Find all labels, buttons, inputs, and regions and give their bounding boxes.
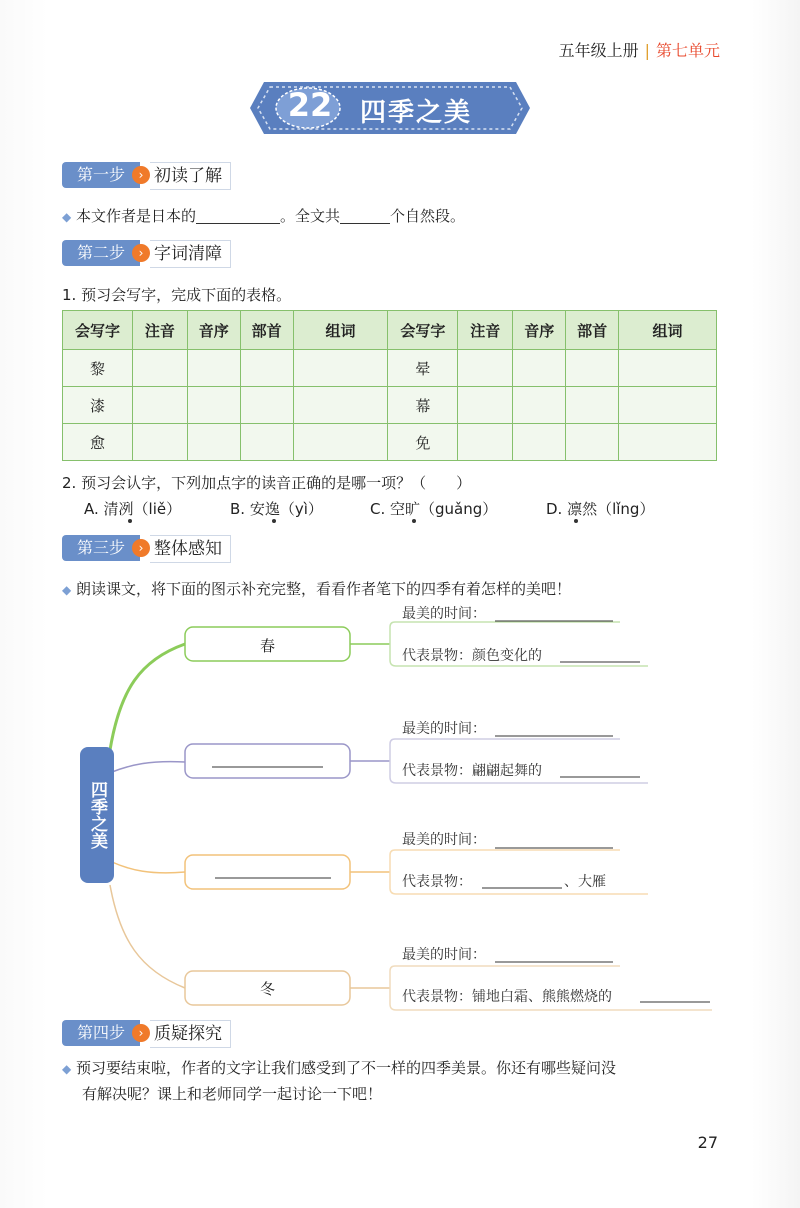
autumn-name-blank[interactable] [215,861,331,881]
summer-scene-blank[interactable] [560,760,640,778]
step4-tag: 第四步 [62,1020,140,1046]
table-cell-blank[interactable] [240,424,293,461]
table-row [63,350,717,387]
table-cell-character: 晕 [388,350,458,387]
step3-instruction [62,578,571,599]
table-row [63,424,717,461]
option-a[interactable]: A. 清冽（liě） [84,500,182,518]
table-cell-blank[interactable] [187,350,240,387]
step1-name: 初读了解 [150,162,231,190]
step2-q1: 1. 预习会写字，完成下面的表格。 [62,286,292,304]
option-b[interactable]: B. 安逸（yì） [230,500,323,518]
autumn-scene-suffix: 、大雁 [564,874,606,890]
page-header [559,38,720,61]
table-header: 部首 [240,311,293,350]
table-cell-blank[interactable] [566,350,619,387]
table-header: 注音 [458,311,513,350]
table-cell-blank[interactable] [513,387,566,424]
table-cell-blank[interactable] [132,424,187,461]
step3-name: 整体感知 [150,535,231,563]
author-prompt: 本文作者是日本的 [76,207,197,225]
table-header: 会写字 [63,311,133,350]
table-header: 音序 [187,311,240,350]
winter-branch [110,885,185,988]
lesson-title: 四季之美 [360,98,473,128]
emphasis-dot-icon [412,519,416,523]
step3-heading [62,535,252,561]
chevron-right-icon: › [132,244,150,262]
table-cell-blank[interactable] [619,350,717,387]
autumn-scene-blank[interactable] [482,871,562,889]
table-cell-blank[interactable] [240,350,293,387]
character-table [62,310,717,461]
header-separator: | [644,41,650,60]
instruction-text: 朗读课文，将下面的图示补充完整，看看作者笔下的四季有着怎样的美吧！ [76,580,572,598]
autumn-scene: 代表景物： [402,874,472,890]
diamond-bullet-icon: ◆ [62,583,72,597]
chevron-right-icon: › [132,539,150,557]
table-cell-blank[interactable] [187,424,240,461]
step2-tag: 第二步 [62,240,140,266]
table-header: 组词 [293,311,388,350]
table-cell-blank[interactable] [619,424,717,461]
step4-text1: 预习要结束啦，作者的文字让我们感受到了不一样的四季美景。你还有哪些疑问没 [76,1059,617,1077]
option-c[interactable]: C. 空旷（guǎng） [370,500,498,518]
summer-best-time-blank[interactable] [495,719,613,737]
table-header: 组词 [619,311,717,350]
table-cell-character: 幕 [388,387,458,424]
spring-best-time: 最美的时间： [402,606,486,622]
spring-branch [110,644,185,750]
season-mind-map [0,600,800,1020]
root-label: 四季之美 [87,781,107,849]
step1-heading [62,162,252,188]
table-cell-blank[interactable] [458,424,513,461]
summer-branch [112,762,185,772]
winter-best-time-blank[interactable] [495,945,613,963]
table-cell-blank[interactable] [132,387,187,424]
emphasis-dot-icon [128,519,132,523]
table-cell-blank[interactable] [187,387,240,424]
option-d[interactable]: D. 凛然（lǐng） [546,500,655,518]
step2-q2: 2. 预习会认字，下列加点字的读音正确的是哪一项？（ ） [62,474,472,492]
diamond-bullet-icon: ◆ [62,210,72,224]
step4-heading [62,1020,252,1046]
summer-scene: 代表景物：翩翩起舞的 [402,763,542,779]
table-cell-blank[interactable] [513,350,566,387]
chevron-right-icon: › [132,1024,150,1042]
table-header-row [63,311,717,350]
emphasis-dot-icon [272,519,276,523]
page-number: 27 [697,1133,718,1152]
table-cell-blank[interactable] [458,387,513,424]
table-cell-blank[interactable] [458,350,513,387]
spring-label: 春 [259,637,275,655]
table-header: 会写字 [388,311,458,350]
table-header: 音序 [513,311,566,350]
spring-scene: 代表景物：颜色变化的 [402,648,542,664]
chevron-right-icon: › [132,166,150,184]
winter-scene-blank[interactable] [640,986,710,1004]
paragraph-count-blank[interactable] [340,207,390,224]
step2-heading [62,240,252,266]
spring-scene-blank[interactable] [560,645,640,663]
table-cell-blank[interactable] [293,424,388,461]
diamond-bullet-icon: ◆ [62,1062,72,1076]
author-blank[interactable] [196,207,280,224]
step1-tag: 第一步 [62,162,140,188]
step2-name: 字词清障 [150,240,231,268]
winter-scene: 代表景物：铺地白霜、熊熊燃烧的 [402,989,612,1005]
table-header: 部首 [566,311,619,350]
step4-line2: 有解决呢？课上和老师同学一起讨论一下吧！ [82,1085,383,1103]
winter-best-time: 最美的时间： [402,947,486,963]
paragraph-suffix: 个自然段。 [390,207,466,225]
autumn-best-time: 最美的时间： [402,832,486,848]
table-cell-blank[interactable] [293,350,388,387]
table-cell-blank[interactable] [566,387,619,424]
table-cell-character: 免 [388,424,458,461]
table-cell-blank[interactable] [566,424,619,461]
table-cell-character: 愈 [63,424,133,461]
step4-name: 质疑探究 [150,1020,231,1048]
step3-tag: 第三步 [62,535,140,561]
emphasis-dot-icon [574,519,578,523]
winter-label: 冬 [259,980,275,998]
table-cell-character: 黎 [63,350,133,387]
table-row [63,387,717,424]
autumn-best-time-blank[interactable] [495,830,613,848]
table-cell-blank[interactable] [293,387,388,424]
lesson-number: 22 [287,86,333,124]
table-header: 注音 [132,311,187,350]
summer-best-time: 最美的时间： [402,721,486,737]
table-cell-blank[interactable] [132,350,187,387]
table-cell-character: 漆 [63,387,133,424]
autumn-branch [112,862,185,873]
summer-name-blank[interactable] [212,750,323,770]
step1-question [62,205,465,226]
grade-label: 五年级上册 [558,41,639,60]
table-cell-blank[interactable] [513,424,566,461]
step4-line1 [62,1057,616,1078]
unit-label: 第七单元 [655,41,720,60]
table-cell-blank[interactable] [619,387,717,424]
spring-best-time-blank[interactable] [495,604,613,622]
table-cell-blank[interactable] [240,387,293,424]
paragraph-prompt: 。全文共 [280,207,341,225]
